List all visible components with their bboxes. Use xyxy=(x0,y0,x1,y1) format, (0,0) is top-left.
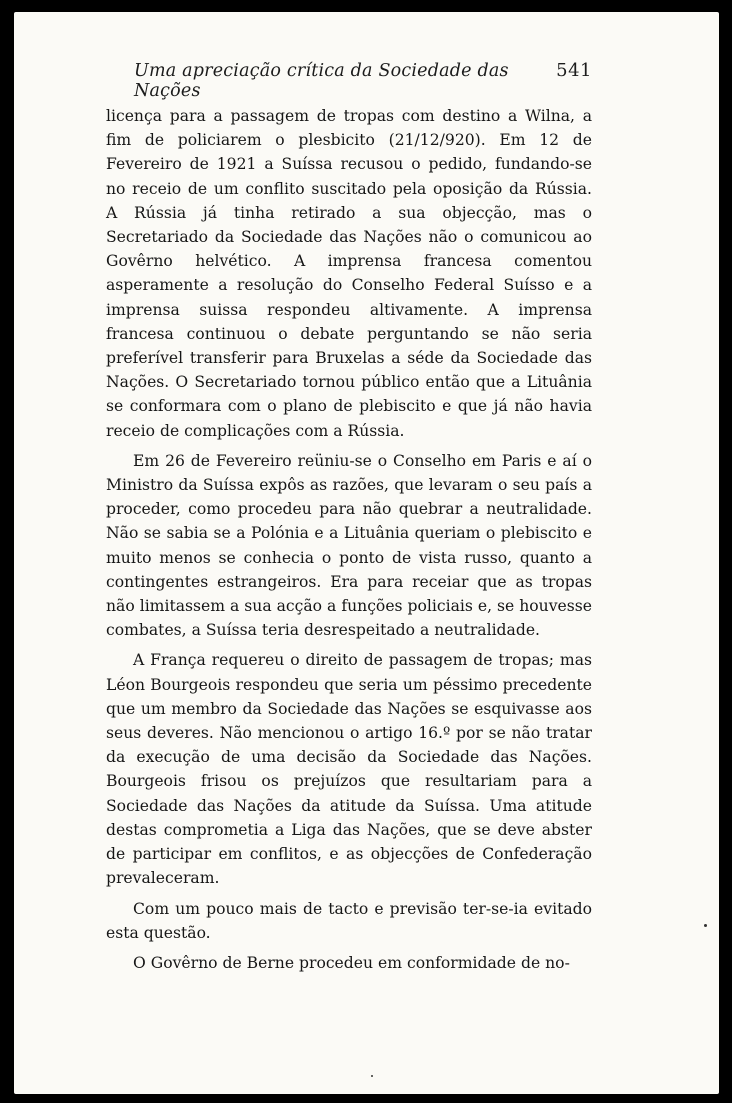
running-title: Uma apreciação crítica da Sociedade das Nações xyxy=(134,61,509,101)
paragraph-3: A França requereu o direito de passagem de tropas; mas Léon Bourgeois respondeu que seria um péssimo precedente que um membro da Sociedade das Nações se esquivasse aos seus deveres. Não mencionou o artigo 16.º por se não tratar da execução de uma decisão da Sociedade das Nações. Bourgeois frisou os prejuízos que resultariam para a Sociedade das Nações da atitude da Suíssa. Uma atitude destas comprometia a Liga das Nações, que se deve abster de participar em conflitos, e as objecções de Confederação prevaleceram. xyxy=(106,651,592,888)
paper-speck xyxy=(371,1075,373,1077)
paragraph-2: Em 26 de Fevereiro reüniu-se o Conselho em Paris e aí o Ministro da Suíssa expôs as razões, que levaram o seu país a proceder, como procedeu para não quebrar a neutralidade. Não se sabia se a Polónia e a Lituânia queriam o plebiscito e muito menos se conhecia o ponto de vista russo, quanto a contingentes estrangeiros. Era para receiar que as tropas não limitassem a sua acção a funções policiais e, se houvesse combates, a Suíssa teria desrespeitado a neutralidade. xyxy=(106,451,592,640)
page-number: 541 xyxy=(556,60,592,81)
paragraph-4: Com um pouco mais de tacto e previsão ter-se-ia evitado esta questão. xyxy=(106,899,592,942)
body-text xyxy=(106,104,592,981)
running-header xyxy=(134,60,592,101)
paragraph-5: O Govêrno de Berne procedeu em conformidade de no- xyxy=(133,953,570,972)
paper-speck xyxy=(704,924,707,927)
paragraph-1: licença para a passagem de tropas com destino a Wilna, a fim de policiarem o plesbicito (21/12/920). Em 12 de Fevereiro de 1921 a Suíssa recusou o pedido, fundando-se no receio de um conflito suscitado pela oposição da Rússia. A Rússia já tinha retirado a sua objecção, mas o Secretariado da Sociedade das Nações não o comunicou ao Govêrno helvético. A imprensa francesa comentou asperamente a resolução do Conselho Federal Suísso e a imprensa suissa respondeu altivamente. A imprensa francesa continuou o debate perguntando se não seria preferível transferir para Bruxelas a séde da Sociedade das Nações. O Secretariado tornou público então que a Lituânia se conformara com o plano de plebiscito e que já não havia receio de complicações com a Rússia. xyxy=(106,107,592,440)
